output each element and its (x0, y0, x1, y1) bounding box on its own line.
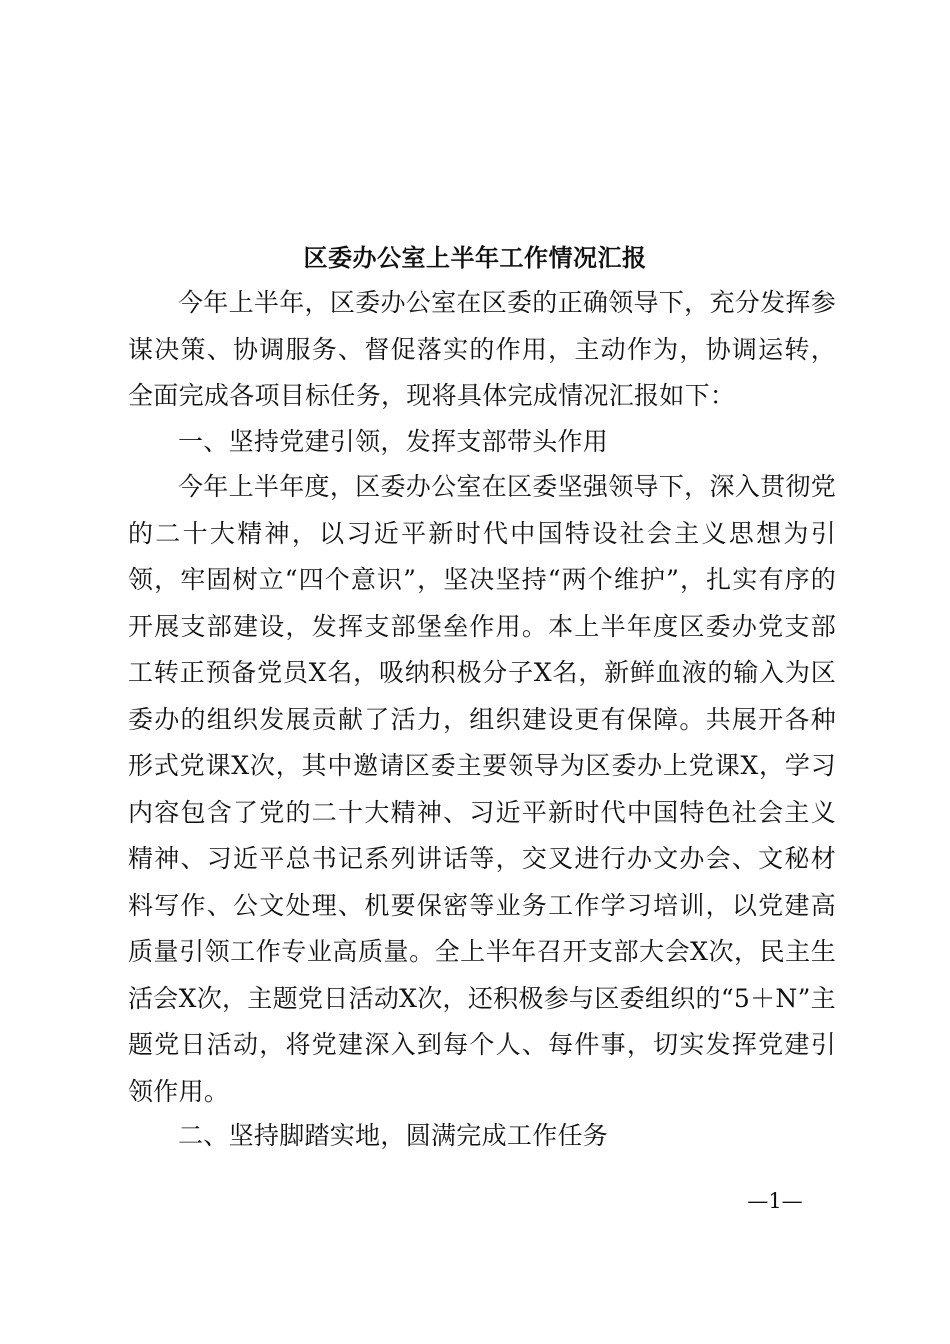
section-heading-2: 二、坚持脚踏实地，圆满完成工作任务 (178, 1121, 609, 1150)
intro-paragraph: 今年上半年，区委办公室在区委的正确领导下，充分发挥参谋决策、协调服务、督促落实的作用，主动作为，协调运转，全面完成各项目标任务，现将具体完成情况汇报如下： (128, 288, 836, 410)
document-title: 区委办公室上半年工作情况汇报 (303, 243, 647, 272)
page-number: —1— (747, 1189, 803, 1213)
section-paragraph-1: 今年上半年度，区委办公室在区委坚强领导下，深入贯彻党的二十大精神，以习近平新时代中国特设社会主义思想为引领，牢固树立“四个意识”，坚决坚持“两个维护”，扎实有序的开展支部建设，发挥支部堡垒作用。本上半年度区委办党支部工转正预备党员X名，吸纳积极分子X名，新鲜血液的输入为区委办的组织发展贡献了活力，组织建设更有保障。共展开各种形式党课X次，其中邀请区委主要领导为区委办上党课X，学习内容包含了党的二十大精神、习近平新时代中国特色社会主义精神、习近平总书记系列讲话等，交叉进行办文办会、文秘材料写作、公文处理、机要保密等业务工作学习培训，以党建高质量引领工作专业高质量。全上半年召开支部大会X次，民主生活会X次，主题党日活动X次，还积极参与区委组织的“5＋N”主题党日活动，将党建深入到每个人、每件事，切实发挥党建引领作用。 (128, 472, 836, 1106)
section-heading-1: 一、坚持党建引领，发挥支部带头作用 (178, 427, 609, 456)
